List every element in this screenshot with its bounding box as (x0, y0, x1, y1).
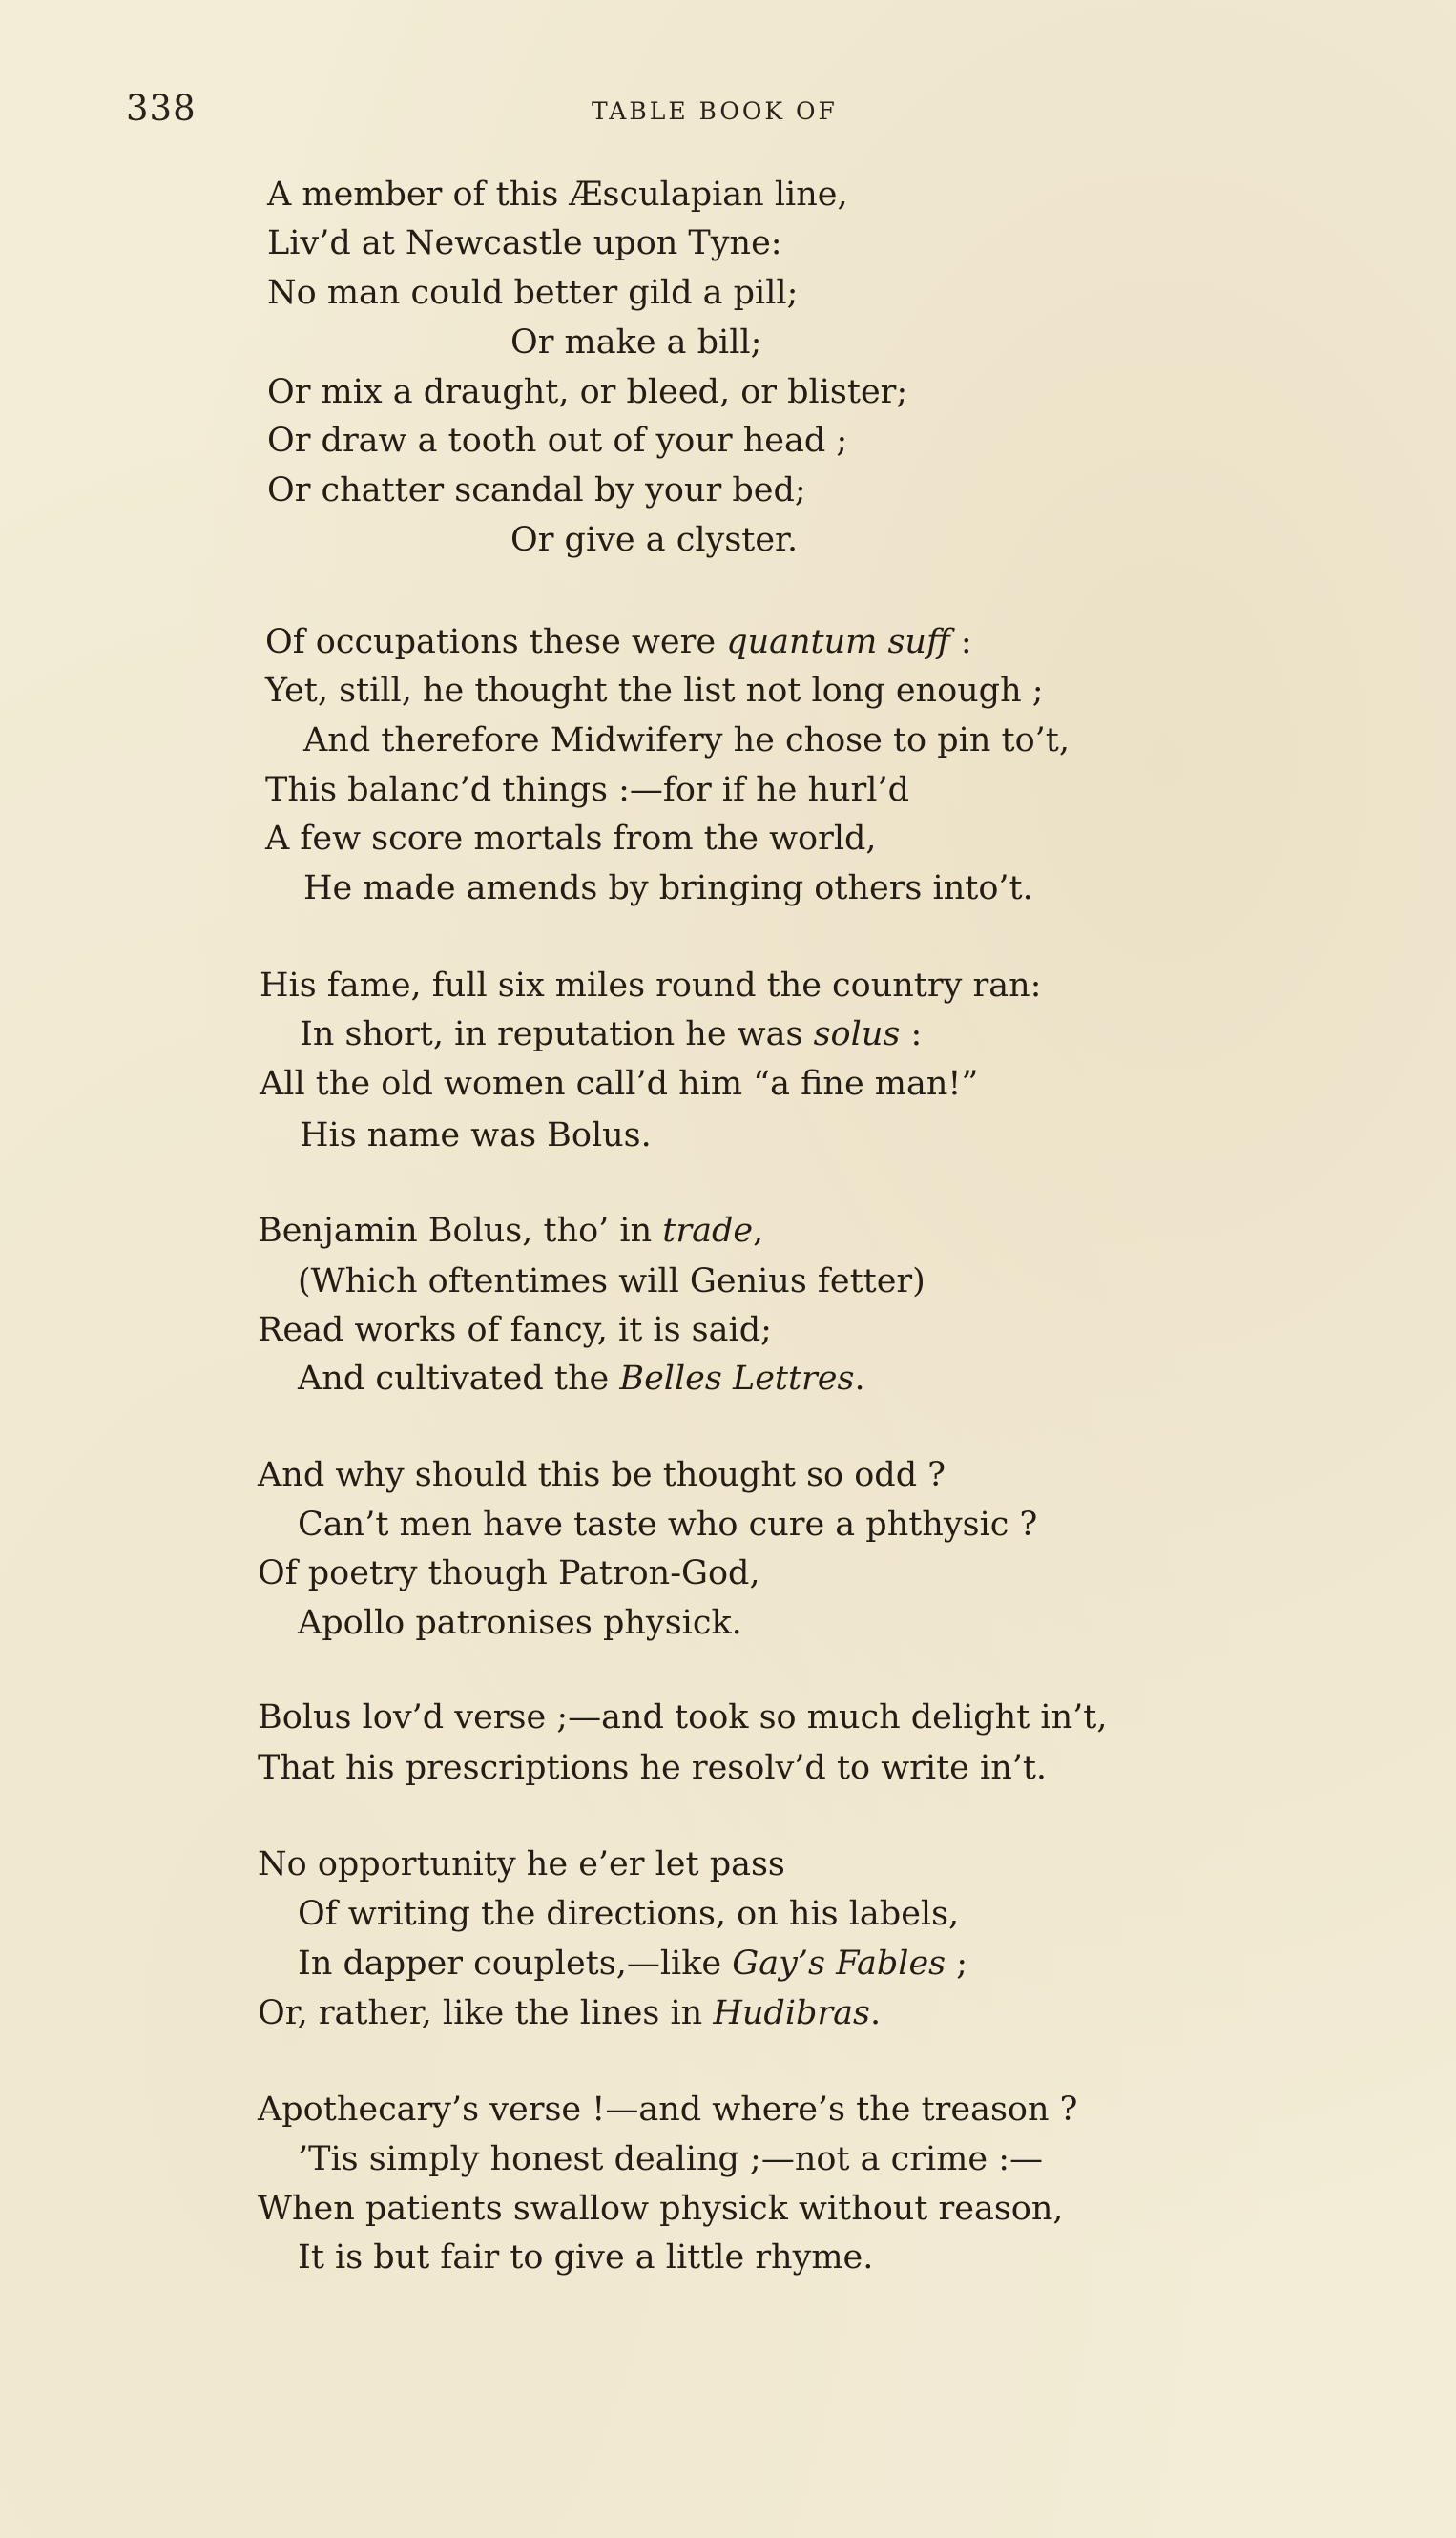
poem-line: And cultivated the Belles Lettres. (298, 1360, 865, 1398)
poem-line: That his prescriptions he resolv’d to write in’t. (258, 1749, 1048, 1787)
poem-line: It is but fair to give a little rhyme. (298, 2238, 874, 2277)
poem-line: Liv’d at Newcastle upon Tyne: (267, 224, 782, 262)
italic-term: Gay’s Fables (732, 1945, 946, 1983)
italic-term: trade (662, 1212, 754, 1250)
poem-line: (Which oftentimes will Genius fetter) (298, 1262, 926, 1300)
poem-line: Or give a clyster. (510, 521, 799, 559)
page-number: 338 (126, 88, 197, 129)
poem-line: Of writing the directions, on his labels, (298, 1895, 960, 1933)
poem-line: No opportunity he e’er let pass (258, 1845, 785, 1883)
poem-line: Yet, still, he thought the list not long enough ; (265, 672, 1044, 710)
poem-line: Apothecary’s verse !—and where’s the treason ? (258, 2091, 1078, 2129)
poem-line: Benjamin Bolus, tho’ in trade, (258, 1212, 764, 1250)
italic-term: Belles Lettres (619, 1360, 855, 1398)
poem-line: No man could better gild a pill; (267, 274, 799, 312)
poem-line: Read works of fancy, it is said; (258, 1311, 772, 1349)
italic-term: quantum suff (726, 623, 950, 661)
running-head: TABLE BOOK OF (592, 97, 838, 125)
poem-line: Can’t men have taste who cure a phthysic ? (298, 1506, 1038, 1544)
poem-line: In short, in reputation he was solus : (300, 1015, 923, 1053)
poem-line: And why should this be thought so odd ? (258, 1456, 946, 1494)
poem-line: ’Tis simply honest dealing ;—not a crime :— (298, 2140, 1043, 2178)
poem-line: Or make a bill; (510, 323, 762, 362)
poem-line: He made amends by bringing others into’t. (303, 869, 1033, 907)
italic-term: solus (813, 1015, 901, 1053)
poem-line: When patients swallow physick without reason, (258, 2190, 1064, 2228)
poem-line: A member of this Æsculapian line, (267, 176, 848, 214)
poem-line: Of occupations these were quantum suff : (265, 623, 972, 661)
poem-line: Or draw a tooth out of your head ; (267, 422, 848, 460)
poem-line: And therefore Midwifery he chose to pin to’t, (303, 721, 1070, 759)
poem-line: In dapper couplets,—like Gay’s Fables ; (298, 1945, 968, 1983)
poem-line: A few score mortals from the world, (265, 820, 877, 858)
poem-line: All the old women call’d him “a fine man!” (260, 1065, 979, 1103)
italic-term: Hudibras (713, 1994, 870, 2032)
poem-line: Bolus lov’d verse ;—and took so much delight in’t, (258, 1698, 1108, 1737)
poem-line: Or, rather, like the lines in Hudibras. (258, 1994, 882, 2032)
poem-line: Of poetry though Patron-God, (258, 1554, 760, 1592)
poem-line: His name was Bolus. (300, 1116, 652, 1155)
poem-line: This balanc’d things :—for if he hurl’d (265, 771, 909, 809)
poem-line: Or chatter scandal by your bed; (267, 471, 806, 510)
poem-line: Apollo patronises physick. (298, 1604, 742, 1642)
poem-line: Or mix a draught, or bleed, or blister; (267, 373, 908, 411)
poem-line: His fame, full six miles round the country ran: (260, 967, 1042, 1005)
